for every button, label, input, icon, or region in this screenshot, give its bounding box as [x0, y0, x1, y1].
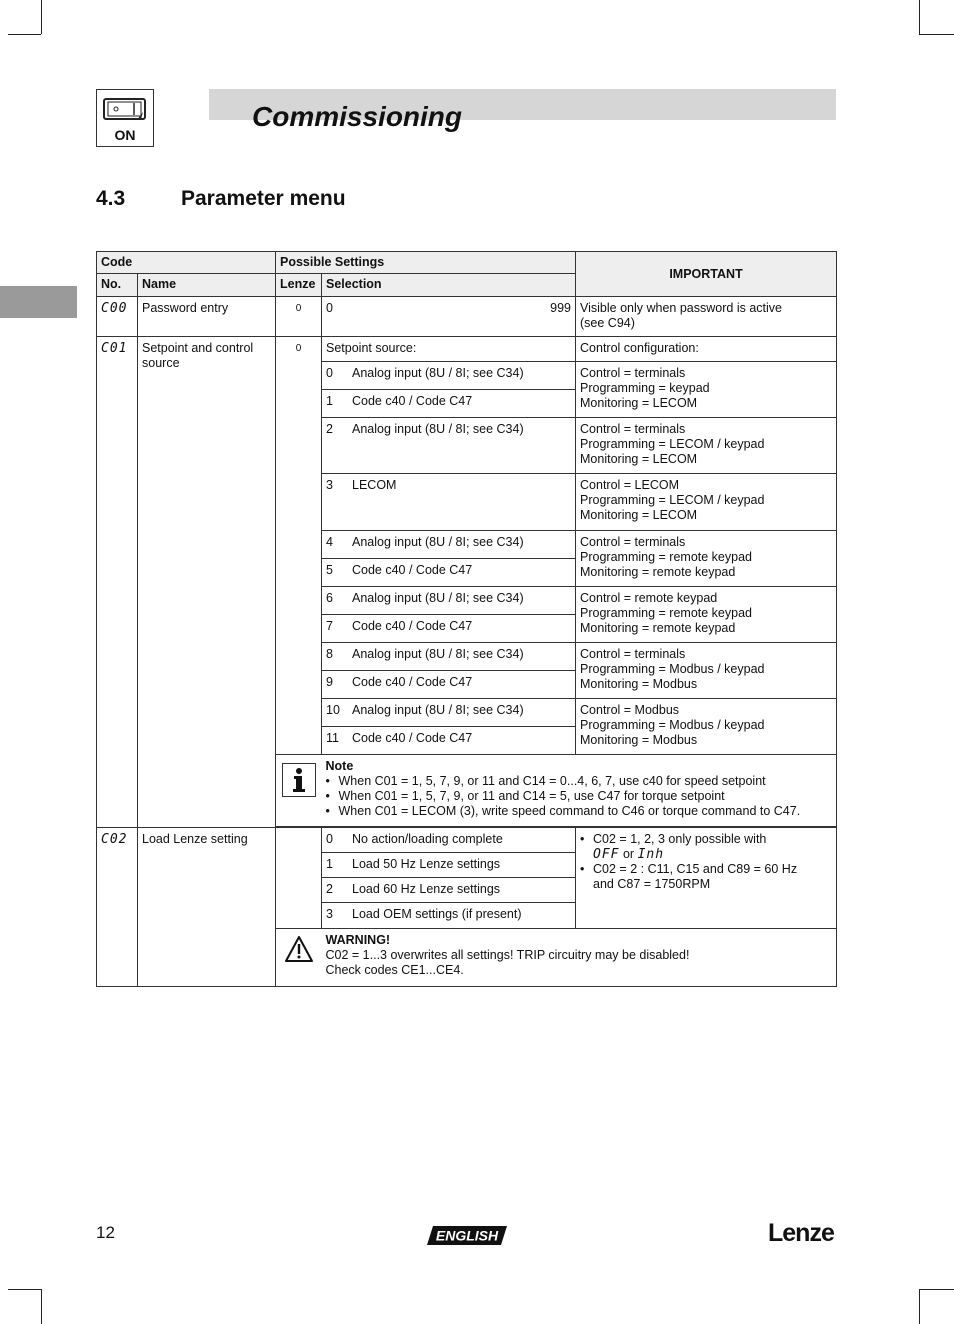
note-title: Note: [325, 759, 354, 773]
header-no: No.: [97, 274, 138, 297]
selection-min: 0: [326, 301, 333, 315]
or-text: or: [622, 847, 635, 861]
lcd-inh: Inh: [637, 847, 665, 862]
header-possible-settings: Possible Settings: [276, 252, 576, 274]
lcd-off: OFF: [593, 847, 620, 862]
page-title: Commissioning: [252, 101, 463, 132]
name-c02: Load Lenze setting: [138, 828, 276, 987]
list-item: 11 Code c40 / Code C47: [322, 727, 576, 755]
header-important: IMPORTANT: [576, 252, 837, 297]
header-name: Name: [138, 274, 276, 297]
code-c02: C02: [101, 832, 128, 847]
list-item: 1 Load 50 Hz Lenze settings: [322, 853, 576, 878]
parameter-table: [96, 251, 837, 987]
note-item: • When C01 = 1, 5, 7, 9, or 11 and C14 = 5, use C47 for torque setpoint: [326, 789, 833, 804]
note-block: [322, 755, 837, 827]
code-c00: C00: [101, 301, 128, 316]
list-item: 1 Code c40 / Code C47: [322, 390, 576, 418]
config-block: Control = LECOM Programming = LECOM / keypad Monitoring = LECOM: [576, 474, 837, 531]
crop-mark: [919, 0, 920, 34]
list-item: 10 Analog input (8U / 8I; see C34): [322, 699, 576, 727]
code-c01: C01: [101, 341, 128, 356]
config-block: Control = terminals Programming = LECOM / keypad Monitoring = LECOM: [576, 418, 837, 474]
important-line: (see C94): [580, 316, 635, 330]
list-item: 3 LECOM: [322, 474, 576, 531]
crop-mark: [41, 0, 42, 34]
config-block: Control = terminals Programming = remote keypad Monitoring = remote keypad: [576, 531, 837, 587]
config-block: Control = remote keypad Programming = remote keypad Monitoring = remote keypad: [576, 587, 837, 643]
lenze-c01: 0: [276, 337, 322, 362]
important-line: Visible only when password is active: [580, 301, 782, 315]
selection-header: Setpoint source:: [322, 337, 576, 362]
name-c00: Password entry: [138, 297, 276, 337]
warning-title: WARNING!: [325, 933, 391, 947]
list-item: 4 Analog input (8U / 8I; see C34): [322, 531, 576, 559]
crop-mark: [8, 1289, 41, 1290]
crop-mark: [919, 1289, 954, 1290]
table-row: [97, 337, 837, 362]
crop-mark: [919, 1289, 920, 1324]
config-block: Control = Modbus Programming = Modbus / keypad Monitoring = Modbus: [576, 699, 837, 755]
important-line: and C87 = 1750RPM: [593, 877, 711, 891]
list-item: 7 Code c40 / Code C47: [322, 615, 576, 643]
list-item: 2 Load 60 Hz Lenze settings: [322, 878, 576, 903]
note-item: • When C01 = 1, 5, 7, 9, or 11 and C14 = 0...4, 6, 7, use c40 for speed setpoint: [326, 774, 833, 789]
brand-logo: Lenze: [768, 1219, 834, 1247]
side-tab-marker: [0, 286, 77, 318]
warning-block: [322, 929, 837, 987]
warning-icon: [284, 935, 322, 966]
table-row: [97, 297, 837, 337]
language-label: ENGLISH: [435, 1227, 499, 1244]
crop-mark: [919, 34, 954, 35]
warning-text: Check codes CE1...CE4.: [325, 963, 464, 977]
important-header: Control configuration:: [576, 337, 837, 362]
list-item: 9 Code c40 / Code C47: [322, 671, 576, 699]
list-item: 3 Load OEM settings (if present): [322, 903, 576, 929]
section-title: Parameter menu: [181, 187, 346, 210]
list-item: 6 Analog input (8U / 8I; see C34): [322, 587, 576, 615]
important-line: C02 = 1, 2, 3 only possible with: [593, 832, 767, 846]
config-block: Control = terminals Programming = Modbus / keypad Monitoring = Modbus: [576, 643, 837, 699]
table-row: [97, 828, 837, 853]
important-c02: [576, 828, 837, 929]
crop-mark: [41, 1289, 42, 1324]
section-number: 4.3: [96, 187, 126, 210]
list-item: 2 Analog input (8U / 8I; see C34): [322, 418, 576, 474]
lenze-c00: 0: [276, 297, 322, 337]
page-number: 12: [96, 1223, 115, 1242]
list-item: 8 Analog input (8U / 8I; see C34): [322, 643, 576, 671]
important-c00: [576, 297, 837, 337]
header-selection: Selection: [322, 274, 576, 297]
on-label: ON: [114, 127, 136, 143]
header-lenze: Lenze: [276, 274, 322, 297]
warning-text: C02 = 1...3 overwrites all settings! TRIP circuitry may be disabled!: [325, 948, 690, 962]
config-block: Control = terminals Programming = keypad Monitoring = LECOM: [576, 362, 837, 418]
crop-mark: [8, 34, 41, 35]
language-badge: [427, 1226, 507, 1245]
power-switch-icon: [96, 89, 154, 147]
info-icon: [282, 763, 316, 797]
list-item: 0 Analog input (8U / 8I; see C34): [322, 362, 576, 390]
list-item: 5 Code c40 / Code C47: [322, 559, 576, 587]
important-line: C02 = 2 : C11, C15 and C89 = 60 Hz: [593, 862, 798, 876]
note-item: • When C01 = LECOM (3), write speed command to C46 or torque command to C47.: [326, 804, 833, 819]
list-item: 0 No action/loading complete: [322, 828, 576, 853]
selection-max: 999: [550, 301, 572, 315]
name-c01: Setpoint and control source: [138, 337, 276, 828]
header-code: Code: [97, 252, 276, 274]
